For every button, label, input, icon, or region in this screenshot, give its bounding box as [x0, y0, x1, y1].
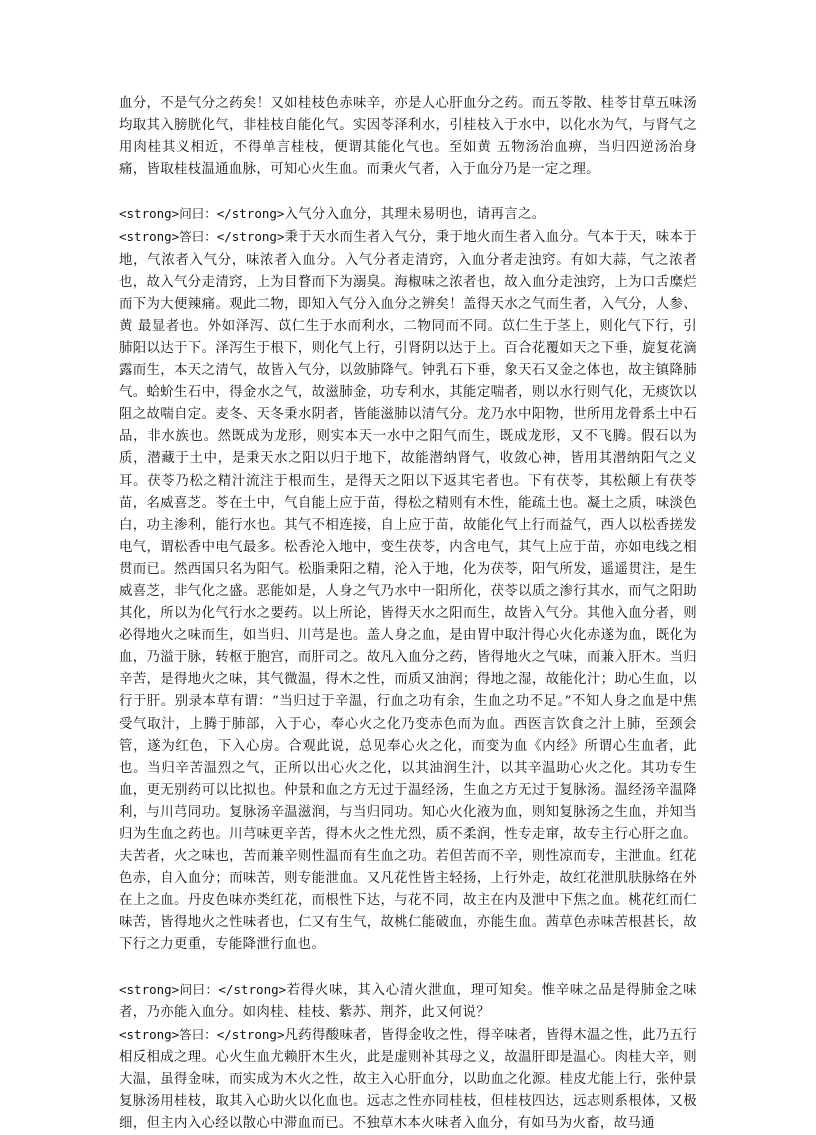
paragraph-gap [119, 181, 697, 203]
question-label: <strong>问曰：</strong> [119, 981, 287, 997]
question-text: 若得火味，其入心清火泄血，理可知矣。惟辛味之品是得肺金之味者，乃亦能入血分。如肉桂、桂枝、紫苏、荆芥，此又何说？ [119, 982, 698, 1020]
answer-text: 秉于天水而生者入气分，秉于地火而生者入血分。气本于天，味本于地，气浓者入气分，味浓者入血分。入气分者走清窍，入血分者走浊窍。有如大蒜，气之浓者也，故入气分走清窍，上为目瞀而下为溺臭。海椒味之浓者也，故入血分走浊窍，上为口舌糜烂而下为大便辣痛。观此二物，即知入气分入血分之辨矣！盖得天水之气而生者，入气分，人参、黄 最显者也。外如泽泻、苡仁生于水而利水，二物同而不同。苡仁生于茎上，则化气下行，引肺阳以达于下。泽泻生于根下，则化气上行，引肾阴以达于上。百合花覆如天之下垂，旋复花滴露而生，本天之清气，故皆入气分，以敛肺降气。钟乳石下垂，象天石又金之体也，故主镇降肺气。蛤蚧生石中，得金水之气，故滋肺金，功专利水，其能定喘者，则以水行则气化，无痰饮以阻之故喘自定。麦冬、天冬秉水阴者，皆能滋肺以清气分。龙乃水中阳物，世所用龙骨系土中石品，非水族也。然既成为龙形，则实本天一水中之阳气而生，既成龙形，又不飞腾。假石以为质，潜藏于土中，是秉天水之阳以归于地下，故能潜纳肾气，收敛心神，皆用其潜纳阳气之义耳。茯苓乃松之精汁流注于根而生，是得天之阳以下返其宅者也。下有茯苓，其松颠上有茯苓苗，名威喜芝。苓在土中，气自能上应于苗，得松之精则有木性，能疏土也。凝土之质，味淡色白，功主渗利，能行水也。其气不相连接，自上应于苗，故能化气上行而益气，西人以松香搓发电气，谓松香中电气最多。松香沦入地中，变生茯苓，内含电气，其气上应于苗，亦如电线之相贯而已。然西国只名为阳气。松脂秉阳之精，沦入于地，化为茯苓，阳气所发，遥遥贯注，是生威喜芝，非气化之盛。恶能如是，人身之气乃水中一阳所化，茯苓以质之渗行其水，而气之阳助其化，所以为化气行水之要药。以上所论，皆得天水之阳而生，故皆入气分。其他入血分者，则必得地火之味而生，如当归、川芎是也。盖人身之血，是由胃中取汁得心火化赤遂为血，既化为血，乃溢于脉，转枢于胞宫，而肝司之。故凡入血分之药，皆得地火之气味，而兼入肝木。当归辛苦，是得地火之味，其气微温，得木之性，而质又油润；得地之湿，故能化汁；助心生血，以行于肝。别录本草有谓：“当归过于辛温，行血之功有余，生血之功不足。”不知人身之血是中焦受气取汁，上腾于肺部，入于心，奉心火之化乃变赤色而为血。西医言饮食之汁上肺，至颈会管，遂为红色，下入心房。合观此说，总见奉心火之化，而变为血《内经》所谓心生血者，此也。当归辛苦温烈之气，正所以出心火之化，以其油润生汁，以其辛温助心火之化。其功专生血，更无别药可以比拟也。仲景和血之方无过于温经汤，生血之方无过于复脉汤。温经汤辛温降利，与川芎同功。复脉汤辛温滋润，与当归同功。知心火化液为血，则知复脉汤之生血，并知当归为生血之药也。川芎味更辛苦，得木火之性尤烈，质不柔润，性专走窜，故专主行心肝之血。夫苦者，火之味也，苦而兼辛则性温而有生血之功。若但苦而不辛，则性凉而专，主泄血。红花色赤，自入血分；而味苦，则专能泄血。又凡花性皆主轻扬，上行外走，故红花泄肌肤脉络在外在上之血。丹皮色味亦类红花，而根性下达，与花不同，故主在内及泄中下焦之血。桃花红而仁味苦，皆得地火之性味者也，仁又有生气，故桃仁能破血，亦能生血。茜草色赤味苦根甚长，故下行之力更重，专能降泄行血也。 [119, 230, 698, 953]
qa-block-1-question [119, 203, 697, 226]
qa-block-1-answer [119, 226, 697, 956]
question-text: 入气分入血分，其理未易明也，请再言之。 [284, 207, 546, 223]
document-page [119, 93, 697, 1135]
paragraph-intro: 血分，不是气分之药矣！又如桂枝色赤味辛，亦是人心肝血分之药。而五苓散、桂苓甘草五味汤均取其入膀胱化气，非桂枝自能化气。实因苓泽利水，引桂枝入于水中，以化水为气，与肾气之用肉桂其义相近，不得单言桂枝，便谓其能化气也。至如黄 五物汤治血痹，当归四逆汤治身痛，皆取桂枝温通血脉，可知心火生血。而秉火气者，入于血分乃是一定之理。 [119, 96, 697, 178]
answer-text: 凡药得酸味者，皆得金收之性，得辛味者，皆得木温之性，此乃五行相反相成之理。心火生血尤赖肝木生火，此是虚则补其母之义，故温肝即是温心。肉桂大辛，则大温，虽得金味，而实成为木火之性，故主入心肝血分，以助血之化源。桂皮尤能上行，张仲景复脉汤用桂枝，取其入心助火以化血也。远志之性亦同桂枝，但桂枝四达，远志则系根体，又极细，但主内入心经以散心中滞血而已。不独草木本火味者入血分，有如马为火畜，故马通 [119, 1027, 698, 1132]
answer-label: <strong>答曰：</strong> [119, 229, 285, 245]
qa-block-2-answer [119, 1024, 697, 1135]
question-label: <strong>问曰：</strong> [119, 206, 285, 222]
paragraph-gap [119, 957, 697, 979]
qa-block-2-question [119, 979, 697, 1024]
answer-label: <strong>答曰：</strong> [119, 1026, 285, 1042]
